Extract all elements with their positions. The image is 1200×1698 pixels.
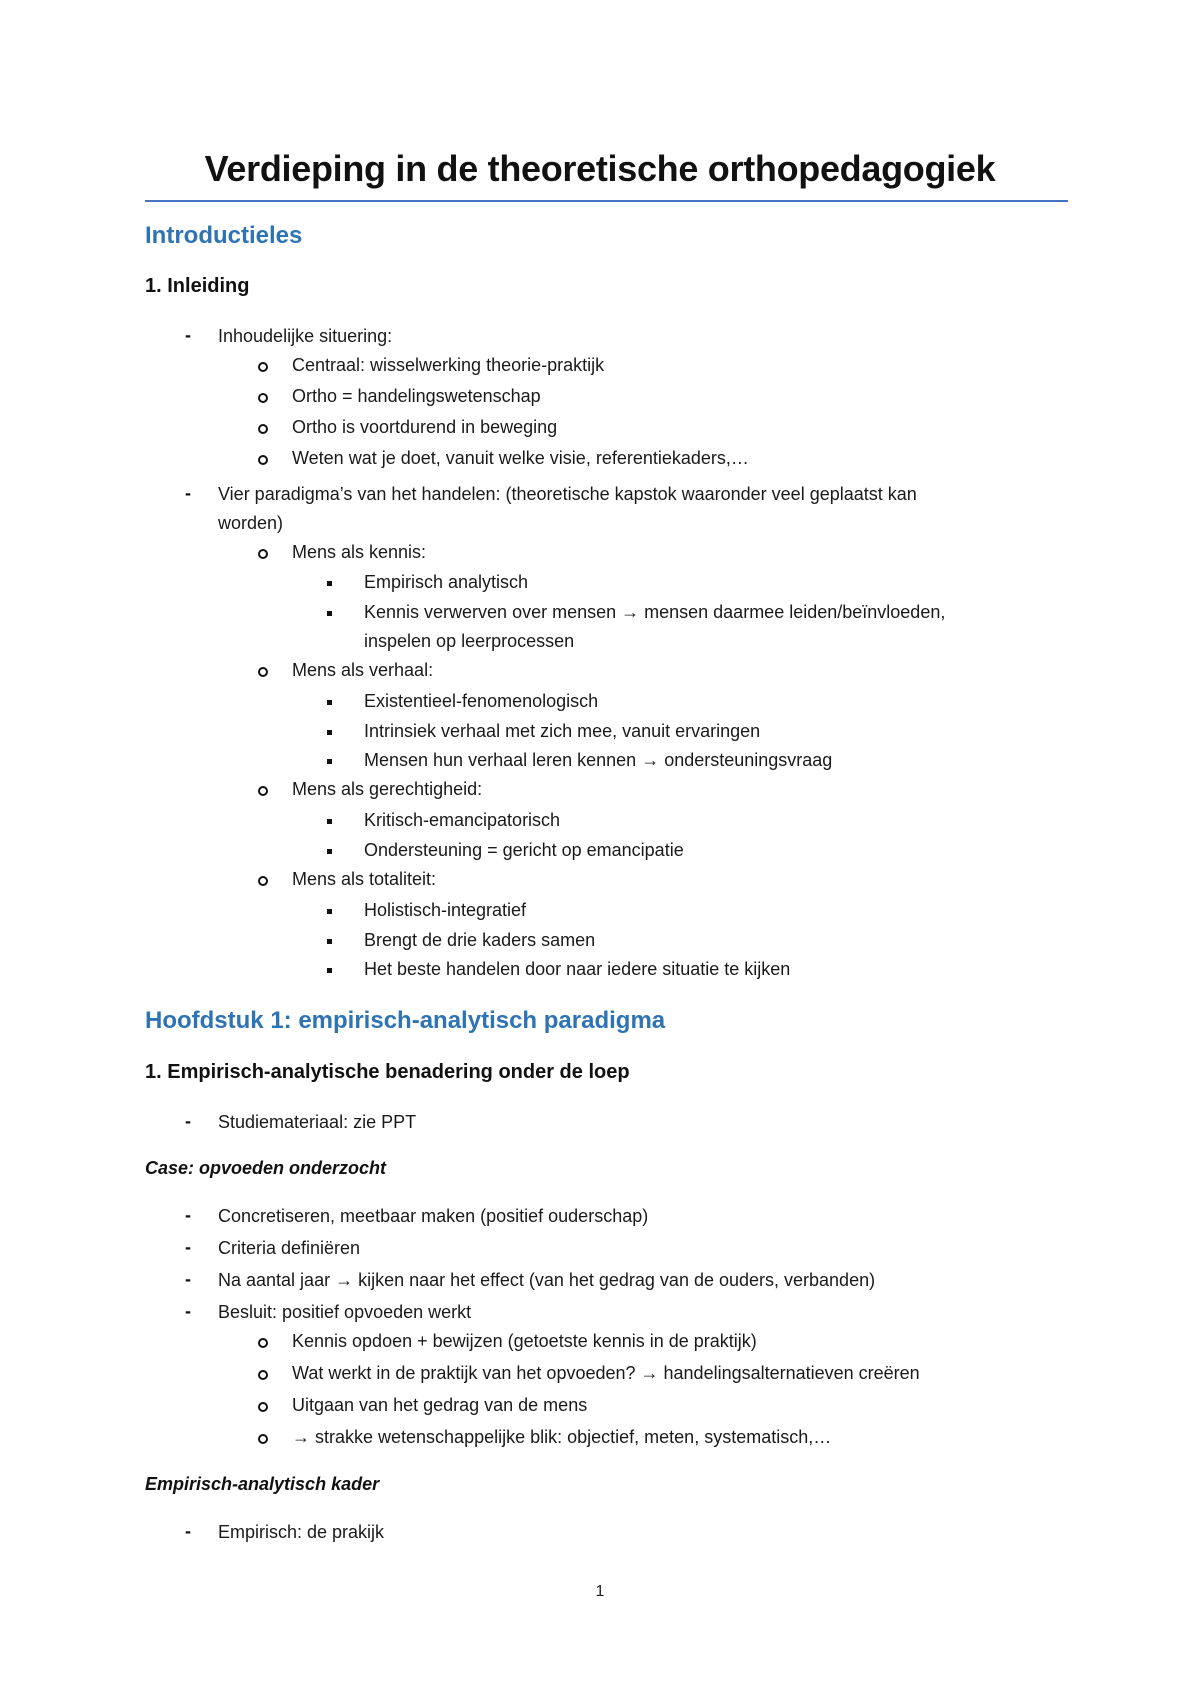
circle-bullet — [258, 876, 268, 886]
circle-bullet — [258, 393, 268, 403]
list-item: Kritisch-emancipatorisch — [364, 810, 561, 830]
circle-bullet — [258, 362, 268, 372]
section-inleiding: 1. Inleiding — [145, 275, 250, 297]
list-item: Mens als kennis: — [292, 542, 427, 562]
list-item: → strakke wetenschappelijke blik: objectief, meten, systematisch,… — [292, 1427, 832, 1447]
dash-bullet: - — [185, 1111, 191, 1131]
dash-bullet: - — [185, 1521, 191, 1541]
list-item: Intrinsiek verhaal met zich mee, vanuit ervaringen — [364, 721, 761, 741]
square-bullet — [327, 968, 332, 973]
square-bullet — [327, 611, 332, 616]
list-item: Mens als verhaal: — [292, 660, 434, 680]
list-item: Vier paradigma’s van het handelen: (theoretische kapstok waaronder veel geplaatst kan — [218, 484, 917, 504]
list-item: Holistisch-integratief — [364, 900, 527, 920]
list-item: Mensen hun verhaal leren kennen → ondersteuningsvraag — [364, 750, 833, 770]
list-item: Existentieel-fenomenologisch — [364, 691, 599, 711]
circle-bullet — [258, 455, 268, 465]
list-item: Na aantal jaar → kijken naar het effect (van het gedrag van de ouders, verbanden) — [218, 1270, 876, 1290]
square-bullet — [327, 730, 332, 735]
square-bullet — [327, 909, 332, 914]
heading-introductieles: Introductieles — [145, 222, 303, 249]
list-item: Kennis verwerven over mensen → mensen daarmee leiden/beïnvloeden, — [364, 602, 946, 622]
square-bullet — [327, 939, 332, 944]
dash-bullet: - — [185, 1205, 191, 1225]
list-item: Empirisch analytisch — [364, 572, 529, 592]
square-bullet — [327, 700, 332, 705]
list-item: Het beste handelen door naar iedere situatie te kijken — [364, 959, 791, 979]
square-bullet — [327, 581, 332, 586]
list-item: Mens als gerechtigheid: — [292, 779, 483, 799]
list-item: Ondersteuning = gericht op emancipatie — [364, 840, 684, 860]
document-title: Verdieping in de theoretische orthopedagogiek — [204, 148, 996, 189]
case-title: Case: opvoeden onderzocht — [145, 1158, 387, 1178]
heading-hoofdstuk-1: Hoofdstuk 1: empirisch-analytisch paradigma — [145, 1007, 666, 1034]
dash-bullet: - — [185, 483, 191, 503]
list-item-continuation: worden) — [218, 513, 284, 533]
circle-bullet — [258, 1402, 268, 1412]
square-bullet — [327, 819, 332, 824]
section-empirisch-analytische-benadering: 1. Empirisch-analytische benadering onder de loep — [145, 1061, 630, 1083]
list-item: Ortho = handelingswetenschap — [292, 386, 541, 406]
dash-bullet: - — [185, 1269, 191, 1289]
list-item: Weten wat je doet, vanuit welke visie, referentiekaders,… — [292, 448, 749, 468]
square-bullet — [327, 849, 332, 854]
dash-bullet: - — [185, 1237, 191, 1257]
list-item: Brengt de drie kaders samen — [364, 930, 596, 950]
list-item: Besluit: positief opvoeden werkt — [218, 1302, 472, 1322]
list-item: Criteria definiëren — [218, 1238, 361, 1258]
page-number: 1 — [595, 1583, 605, 1600]
circle-bullet — [258, 1338, 268, 1348]
list-item: Wat werkt in de praktijk van het opvoeden? → handelingsalternatieven creëren — [292, 1363, 920, 1383]
list-item: Studiemateriaal: zie PPT — [218, 1112, 417, 1132]
list-item: Kennis opdoen + bewijzen (getoetste kennis in de praktijk) — [292, 1331, 757, 1351]
title-underline — [145, 200, 1068, 202]
dash-bullet: - — [185, 325, 191, 345]
list-item: Empirisch: de prakijk — [218, 1522, 385, 1542]
circle-bullet — [258, 667, 268, 677]
list-item: Centraal: wisselwerking theorie-praktijk — [292, 355, 605, 375]
list-item: Ortho is voortdurend in beweging — [292, 417, 558, 437]
dash-bullet: - — [185, 1301, 191, 1321]
list-item: Concretiseren, meetbaar maken (positief ouderschap) — [218, 1206, 649, 1226]
circle-bullet — [258, 549, 268, 559]
circle-bullet — [258, 424, 268, 434]
list-item: Inhoudelijke situering: — [218, 326, 393, 346]
list-item: Uitgaan van het gedrag van de mens — [292, 1395, 588, 1415]
circle-bullet — [258, 1370, 268, 1380]
circle-bullet — [258, 1434, 268, 1444]
circle-bullet — [258, 786, 268, 796]
list-item: Mens als totaliteit: — [292, 869, 437, 889]
list-item-continuation: inspelen op leerprocessen — [364, 631, 575, 651]
subsection-kader-title: Empirisch-analytisch kader — [145, 1474, 380, 1494]
square-bullet — [327, 759, 332, 764]
